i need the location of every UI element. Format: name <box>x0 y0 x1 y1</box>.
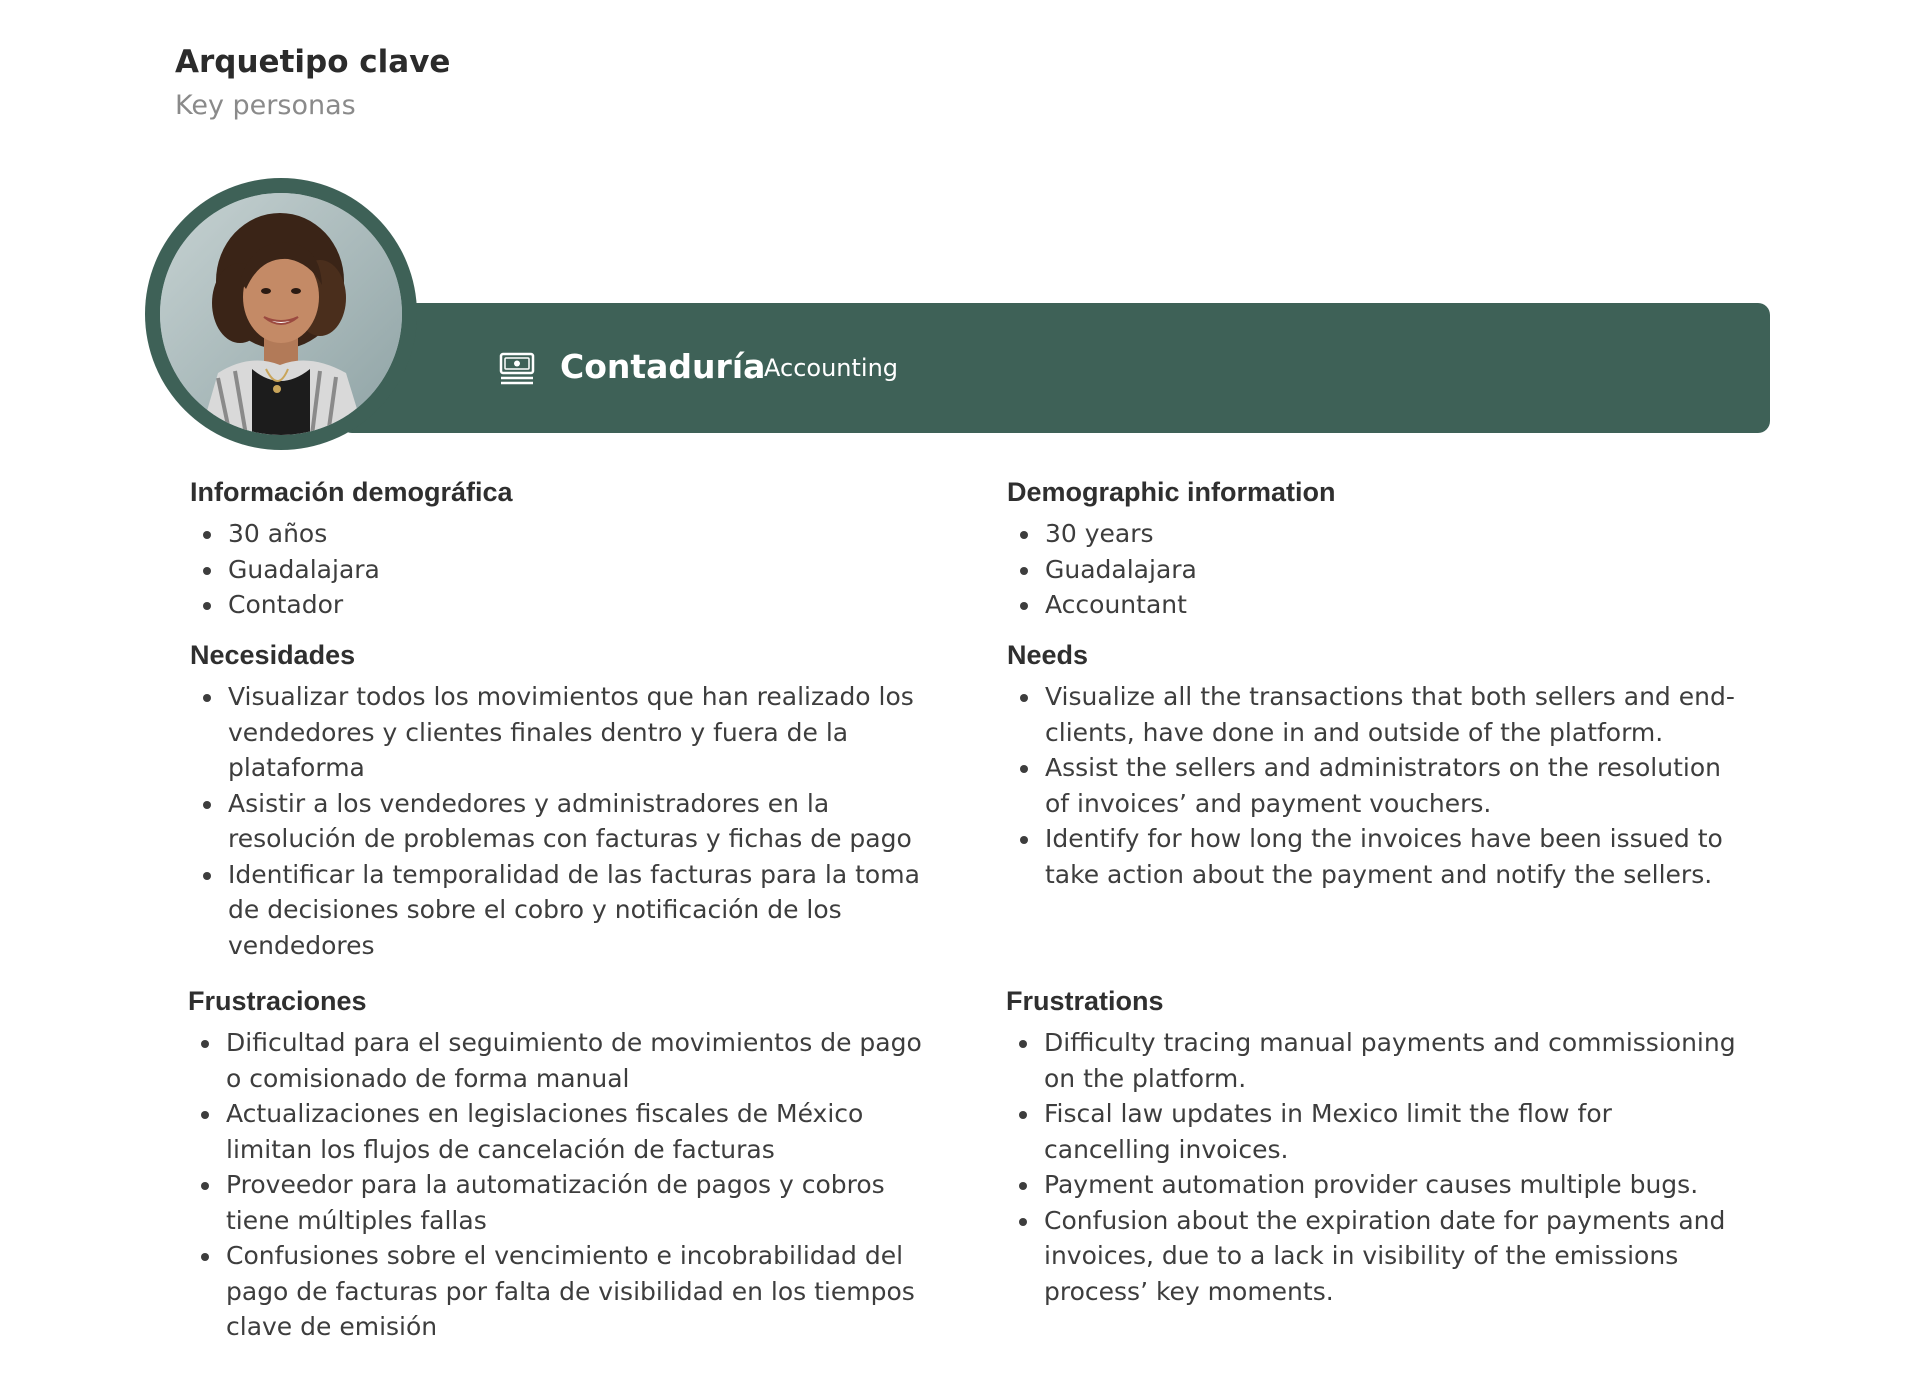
demographics-heading-en: Demographic information <box>1007 477 1336 507</box>
list-item: Confusion about the expiration date for payments and invoices, due to a lack in visibility of the emissions process’ key moments. <box>1044 1203 1746 1310</box>
list-item: Difficulty tracing manual payments and commissioning on the platform. <box>1044 1025 1746 1096</box>
list-item: Actualizaciones en legislaciones fiscales de México limitan los flujos de cancelación de facturas <box>226 1096 928 1167</box>
page-subtitle: Key personas <box>175 90 356 121</box>
list-item: Contador <box>228 587 930 623</box>
list-item: Identificar la temporalidad de las facturas para la toma de decisiones sobre el cobro y notificación de los vendedores <box>228 857 930 964</box>
list-item: 30 años <box>228 516 930 552</box>
list-item: Proveedor para la automatización de pagos y cobros tiene múltiples fallas <box>226 1167 928 1238</box>
list-item: Visualize all the transactions that both sellers and end-clients, have done in and outside of the platform. <box>1045 679 1747 750</box>
frustrations-list-es <box>188 1025 928 1345</box>
frustrations-list-en <box>1006 1025 1746 1309</box>
list-item: 30 years <box>1045 516 1747 552</box>
persona-role-subtitle: Accounting <box>764 354 899 382</box>
frustrations-section-en <box>1006 983 1746 1309</box>
page-title: Arquetipo clave <box>175 44 451 80</box>
list-item: Asistir a los vendedores y administradores en la resolución de problemas con facturas y fichas de pago <box>228 786 930 857</box>
demographics-section-es <box>190 474 930 623</box>
needs-section-en <box>1007 637 1747 892</box>
list-item: Identify for how long the invoices have been issued to take action about the payment and notify the sellers. <box>1045 821 1747 892</box>
list-item: Payment automation provider causes multiple bugs. <box>1044 1167 1746 1203</box>
needs-heading-es: Necesidades <box>190 640 356 670</box>
demographics-section-en <box>1007 474 1747 623</box>
list-item: Confusiones sobre el vencimiento e incobrabilidad del pago de facturas por falta de visibilidad en los tiempos clave de emisión <box>226 1238 928 1345</box>
frustrations-section-es <box>188 983 928 1345</box>
persona-avatar <box>160 193 402 435</box>
demographics-list-es <box>190 516 930 623</box>
demographics-list-en <box>1007 516 1747 623</box>
persona-avatar-ring <box>145 178 417 450</box>
list-item: Fiscal law updates in Mexico limit the flow for cancelling invoices. <box>1044 1096 1746 1167</box>
needs-section-es <box>190 637 930 963</box>
frustrations-heading-es: Frustraciones <box>188 986 367 1016</box>
list-item: Accountant <box>1045 587 1747 623</box>
list-item: Guadalajara <box>1045 552 1747 588</box>
demographics-heading-es: Información demográfica <box>190 477 513 507</box>
persona-role-title: Contaduría <box>560 347 766 386</box>
list-item: Guadalajara <box>228 552 930 588</box>
needs-heading-en: Needs <box>1007 640 1089 670</box>
list-item: Visualizar todos los movimientos que han realizado los vendedores y clientes finales dentro y fuera de la plataforma <box>228 679 930 786</box>
persona-banner <box>340 303 1770 433</box>
needs-list-es <box>190 679 930 963</box>
frustrations-heading-en: Frustrations <box>1006 986 1164 1016</box>
list-item: Assist the sellers and administrators on the resolution of invoices’ and payment vouchers. <box>1045 750 1747 821</box>
list-item: Dificultad para el seguimiento de movimientos de pago o comisionado de forma manual <box>226 1025 928 1096</box>
money-bill-icon <box>498 350 536 388</box>
needs-list-en <box>1007 679 1747 892</box>
